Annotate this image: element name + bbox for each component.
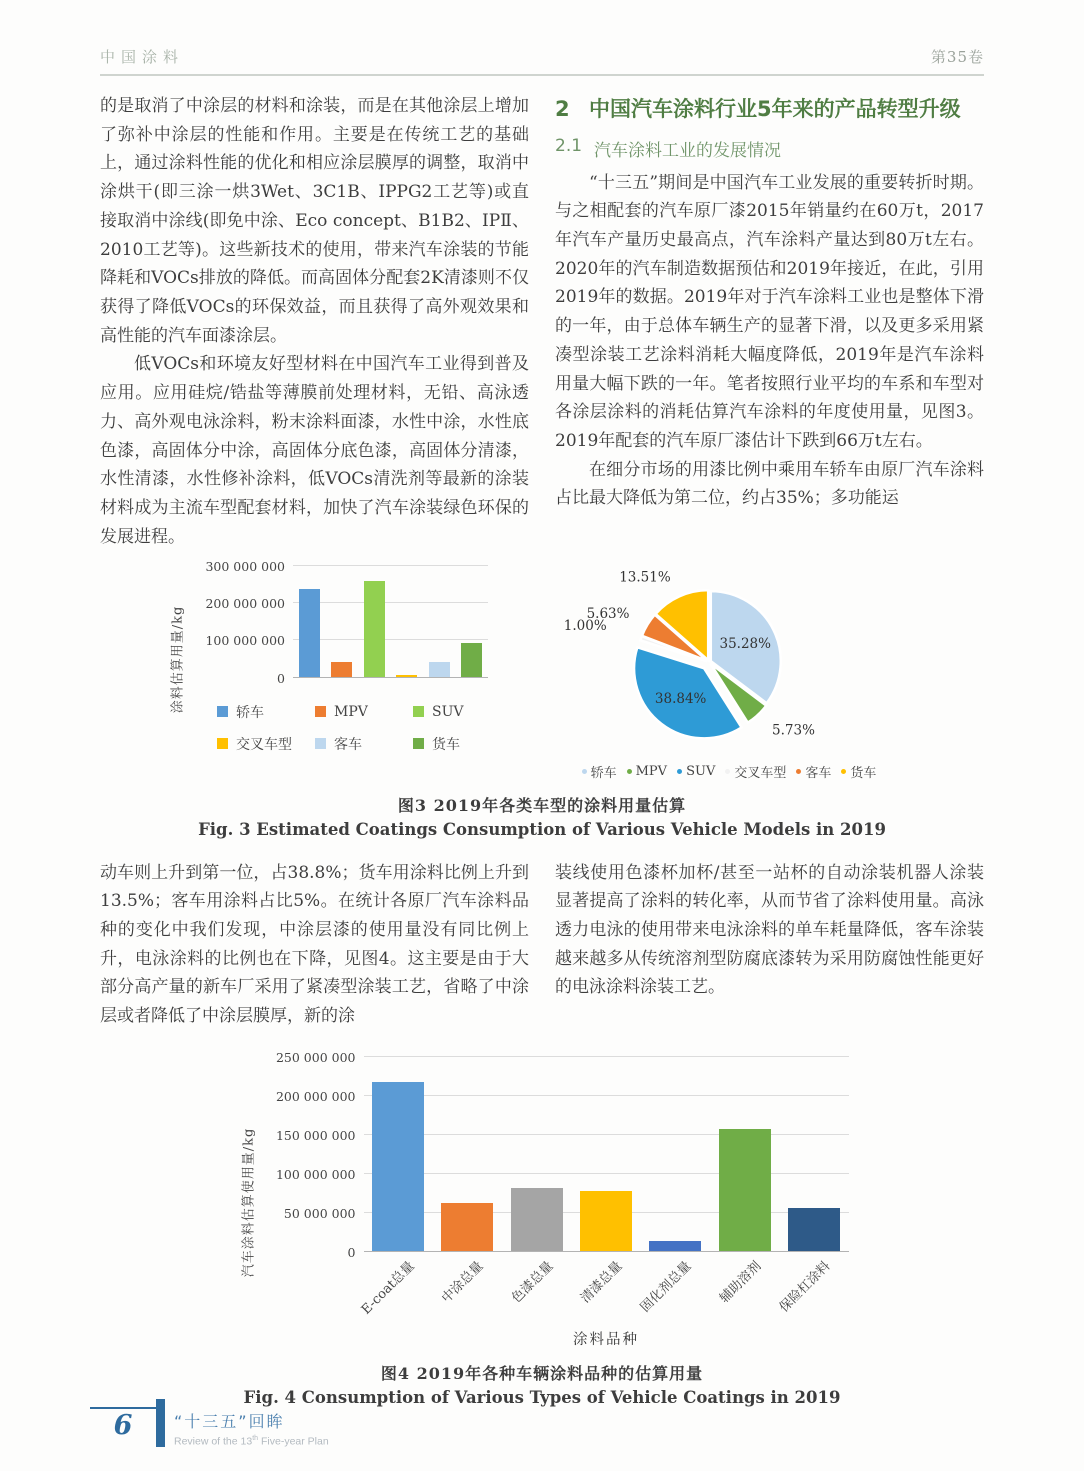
section-title: 中国汽车涂料行业5年来的产品转型升级 [589,97,961,121]
legend-label: MPV [635,763,668,779]
paragraph: 动车则上升到第一位，占38.8%；货车用涂料比例上升到13.5%；客车用涂料占比5%。在统计各原厂汽车涂料品种的变化中我们发现，中涂层漆的使用量没有同比例上升，电泳涂料的比例也在下降，见图4。这主要是由于大部分高产量的新车厂采用了紧凑型涂装工艺，省略了中涂层或者降低了中涂层膜厚，新的涂 [100,862,529,1027]
legend-swatch [413,706,424,717]
legend-swatch [315,738,326,749]
subsection-number: 2.1 [555,135,583,156]
page-footer [90,1407,329,1448]
top-text-section [100,92,984,552]
section-number: 2 [555,97,570,121]
figure-4-caption [100,1361,984,1407]
legend-item [315,734,413,754]
legend [217,702,511,754]
footer-title-en [174,1435,329,1448]
fig3-bar-chart [165,558,511,754]
x-tick-label: 清漆总量 [578,1258,626,1307]
fig3-pie-chart [539,566,919,781]
legend-label: 轿车 [590,765,617,781]
figure-4 [100,1049,984,1407]
legend-item [413,734,511,754]
legend-item [677,762,715,781]
fig4-bar-chart [236,1049,849,1349]
legend-item [627,762,667,781]
footer-text [174,1407,329,1448]
bar-SUV [364,581,385,677]
footer-en-prefix: Review of the 13 [174,1435,253,1447]
bar-清漆总量 [580,1191,632,1251]
y-tick-label: 100 000 000 [275,1166,356,1182]
legend-swatch [315,706,326,717]
fig3-caption-zh: 图3 2019年各类车型的涂料用量估算 [397,795,687,815]
y-tick-label: 150 000 000 [275,1127,356,1143]
gridline [364,1134,849,1135]
x-axis-labels [358,1252,849,1328]
bar-交叉车型 [396,675,417,677]
y-tick-label: 100 000 000 [205,633,285,649]
plot-column [187,558,511,754]
x-tick-label: E-coat总量 [358,1258,418,1318]
bar-色漆总量 [511,1188,563,1251]
figure-3-charts [100,558,984,781]
pie-data-label: 5.63% [586,605,630,622]
legend-item [582,762,617,781]
figure-3-caption [100,793,984,839]
bar-chart [236,1049,849,1349]
legend-label: 货车 [850,765,877,781]
gridline [293,565,488,566]
x-tick-label: 保险杠涂料 [776,1258,834,1316]
page-header [100,46,984,76]
pie-data-label: 1.00% [563,617,607,634]
y-axis-title [236,1057,258,1349]
paragraph: 的是取消了中涂层的材料和涂装，而是在其他涂层上增加了弥补中涂层的性能和作用。主要是在传统工艺的基础上，通过涂料性能的优化和相应涂层膜厚的调整，取消中涂烘干(即三涂一烘3Wet、3C1B、IPPG2工艺等)或直接取消中涂线(即免中涂、Eco concept、B1B2、IPⅡ、2010工艺等)。这些新技术的使用，带来汽车涂装的节能降耗和VOCs排放的降低。而高固体分配套2K清漆则不仅获得了降低VOCs的环保效益，而且获得了高外观效果和高性能的汽车面漆涂层。 [100,96,529,346]
plot-area [205,558,488,686]
left-column [100,92,529,552]
subsection-heading [555,136,984,161]
legend-swatch [217,738,228,749]
volume-label: 第35卷 [930,48,984,66]
y-tick-label: 0 [347,1244,356,1260]
legend-label: 客车 [334,736,362,753]
x-tick-label: 固化剂总量 [638,1258,695,1316]
legend-item [217,702,315,722]
right-column [555,92,984,552]
legend-dot [582,769,587,774]
footer-en-sup: th [252,1434,259,1442]
y-axis-title-text: 汽车涂料估算使用量/kg [241,1128,256,1278]
bar-chart [165,558,511,754]
paragraph: 装线使用色漆杯加杯/甚至一站杯的自动涂装机器人涂装显著提高了涂料的转化率，从而节省了涂料使用量。高泳透力电泳的使用带来电泳涂料的单车耗量降低，客车涂装越来越多从传统溶剂型防腐底漆转为采用防腐蚀性能更好的电泳涂料涂装工艺。 [555,862,984,998]
legend [582,762,877,781]
legend-dot [677,769,682,774]
y-tick-label: 0 [277,670,285,686]
bar-保险杠涂料 [788,1208,840,1251]
fig3-caption-en: Fig. 3 Estimated Coatings Consumption of Various Vehicle Models in 2019 [198,819,886,839]
y-tick-label: 50 000 000 [283,1205,356,1221]
journal-name: 中国涂料 [100,48,185,66]
y-tick-label: 200 000 000 [205,595,285,611]
footer-en-suffix: Five-year Plan [258,1435,329,1447]
mid-text-section [100,859,984,1031]
bar-中涂总量 [441,1203,493,1251]
legend-item [725,762,786,781]
x-axis-title: 涂料品种 [573,1331,639,1348]
pie-data-label: 38.84% [654,690,707,707]
y-axis-title-text: 涂料估算用量/kg [170,605,186,714]
legend-label: SUV [432,703,464,720]
figure-4-chart-wrap [100,1049,984,1349]
gridline [364,1056,849,1057]
legend-dot [796,769,801,774]
y-tick-label: 250 000 000 [275,1049,356,1065]
legend-label: 交叉车型 [236,736,292,753]
legend-item [413,702,511,722]
legend-row [217,734,511,754]
bar-客车 [429,662,450,676]
y-tick-label: 200 000 000 [275,1088,356,1104]
page-number: 6 [90,1407,156,1441]
bar-固化剂总量 [649,1241,701,1251]
footer-divider-bar [156,1399,165,1447]
gridline [293,677,488,678]
legend-dot [627,769,632,774]
x-tick-label: 色漆总量 [508,1258,557,1307]
fig4-caption-en: Fig. 4 Consumption of Various Types of Vehicle Coatings in 2019 [243,1387,841,1407]
legend-swatch [413,738,424,749]
pie-data-label: 35.28% [719,635,771,652]
legend-label: 交叉车型 [734,765,787,781]
legend-swatch [217,706,228,717]
legend-dot [841,769,846,774]
figure-3 [100,558,984,839]
paragraph: 低VOCs和环境友好型材料在中国汽车工业得到普及应用。应用硅烷/锆盐等薄膜前处理材料，无铅、高泳透力、高外观电泳涂料，粉末涂料面漆，水性中涂，水性底色漆，高固体分中涂，高固体分底色漆，高固体分清漆，水性清漆，水性修补涂料，低VOCs清洗剂等最新的涂装材料成为主流车型配套材料，加快了汽车涂装绿色环保的发展进程。 [100,354,529,547]
y-axis-title [165,566,187,754]
pie-svg [539,566,919,758]
gridline [364,1173,849,1174]
bar-MPV [331,662,352,677]
subsection-title: 汽车涂料工业的发展情况 [594,140,782,161]
gridline [293,639,488,640]
legend-row [217,702,511,722]
bar-货车 [461,643,482,677]
x-tick-label: 辅助溶剂 [716,1258,764,1307]
legend-item [796,762,831,781]
gridline [364,1095,849,1096]
legend-dot [725,769,730,774]
bar-辅助溶剂 [719,1129,771,1251]
legend-label: 轿车 [236,704,264,721]
legend-item [217,734,315,754]
pie-data-label: 5.73% [772,721,815,738]
bar-轿车 [299,589,320,677]
legend-item [841,762,876,781]
gridline [293,602,488,603]
plot-area [275,1049,849,1260]
legend-item [315,702,413,722]
bar-E-coat总量 [372,1082,424,1251]
section-heading [555,94,984,126]
footer-title-zh: “十三五”回眸 [174,1411,285,1431]
x-tick-label: 中涂总量 [439,1258,487,1307]
pie-data-label: 13.51% [619,568,671,585]
y-tick-label: 300 000 000 [205,558,285,574]
paragraph: “十三五”期间是中国汽车工业发展的重要转折时期。与之相配套的汽车原厂漆2015年销量约在60万t，2017年汽车产量历史最高点，汽车涂料产量达到80万t左右。2020年的汽车制造数据预估和2019年接近，在此，引用2019年的数据。2019年对于汽车涂料工业也是整体下滑的一年，由于总体车辆生产的显著下滑，以及更多采用紧凑型涂装工艺涂料消耗大幅度降低，2019年是汽车涂料用量大幅下跌的一年。笔者按照行业平均的车系和车型对各涂层涂料的消耗估算汽车涂料的年度使用量，见图3。2019年配套的汽车原厂漆估计下跌到66万t左右。 [555,172,984,451]
plot-column [258,1049,849,1349]
legend-label: MPV [334,703,368,720]
legend-label: 客车 [805,765,832,781]
fig4-caption-zh: 图4 2019年各种车辆涂料品种的估算用量 [380,1363,704,1383]
legend-label: SUV [686,763,716,779]
legend-label: 货车 [432,736,460,753]
paragraph: 在细分市场的用漆比例中乘用车轿车由原厂汽车涂料占比最大降低为第二位，约占35%；多功能运 [555,459,984,509]
